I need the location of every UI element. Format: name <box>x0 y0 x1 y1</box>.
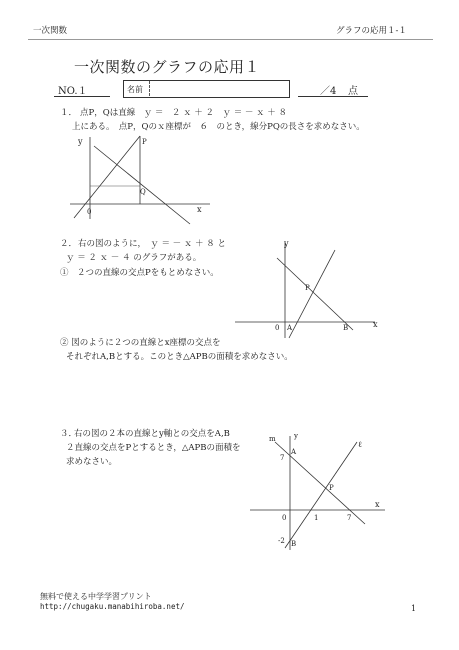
q2-p-label: P <box>305 284 310 292</box>
q3-a-label: A <box>291 448 297 456</box>
page-title: 一次関数のグラフの応用１ <box>74 58 261 76</box>
q2-sub2-line1: ② 図のように２つの直線とx座標の交点を <box>60 338 221 348</box>
q2-number: ２． <box>60 239 78 249</box>
problem-number-underline <box>54 96 110 97</box>
score-underline <box>298 96 368 97</box>
q1-text-line2: 上にある。 点P，Qのｘ座標が ６ のとき，線分PQの長さを求めなさい。 <box>72 122 365 132</box>
q2-sub1: ① ２つの直線の交点Pをもとめなさい。 <box>60 268 219 278</box>
q3-l-label: ℓ <box>358 440 362 449</box>
q3-text-line2: ２直線の交点をPとするとき，△APBの面積を <box>66 443 241 453</box>
q2-graph <box>235 238 385 343</box>
q3-line-l <box>285 442 357 548</box>
q3-seven-x-label: 7 <box>347 514 352 522</box>
q3-m-label: m <box>269 435 276 443</box>
q3-graph <box>245 428 395 553</box>
q2-b-label: B <box>343 324 349 332</box>
score-denominator: ／4 <box>320 86 337 97</box>
q2-y-label: y <box>284 239 289 248</box>
q1-text-line1: 点P，Qは直線 ｙ ＝ ２ ｘ ＋ ２ ｙ ＝ － ｘ ＋ ８ <box>80 108 288 118</box>
q3-origin-label: 0 <box>282 514 287 522</box>
q2-a-label: A <box>287 324 293 332</box>
q2-line-falling <box>277 258 353 330</box>
q3-seven-y-label: 7 <box>280 454 285 462</box>
footer-title: 無料で使える中学学習プリント <box>40 592 152 601</box>
q3-x-label: x <box>375 500 380 509</box>
q3-line-m <box>275 442 365 524</box>
page-number: 1 <box>411 604 417 613</box>
q2-text-line2: ｙ ＝ ２ ｘ － ４ のグラフがある。 <box>66 253 202 263</box>
q3-text-line1: 右の図の２本の直線とy軸との交点をA,B <box>74 429 230 439</box>
name-label: 名前 <box>127 85 143 94</box>
q3-p-label: P <box>329 484 334 492</box>
q1-graph <box>60 134 220 234</box>
q1-line-rising <box>74 136 140 218</box>
header-unit: グラフの応用１-１ <box>336 26 407 36</box>
q3-b-label: B <box>291 540 297 548</box>
q3-number: ３． <box>60 429 78 439</box>
q2-x-label: x <box>373 320 378 329</box>
q2-origin-label: 0 <box>275 324 280 332</box>
q2-text-line1: 右の図のように， ｙ ＝ － ｘ ＋ ８ と <box>78 239 226 249</box>
name-divider <box>149 81 150 96</box>
header-rule <box>28 39 433 40</box>
q1-p-label: P <box>142 138 147 146</box>
q1-number: １． <box>60 108 78 118</box>
q3-text-line3: 求めなさい。 <box>66 457 118 467</box>
q1-y-label: y <box>78 137 83 146</box>
q1-origin-label: 0 <box>87 208 92 216</box>
problem-number: NO.１ <box>58 86 88 97</box>
score-unit: 点 <box>348 86 358 97</box>
q1-x-label: x <box>197 205 202 214</box>
q3-one-x-label: 1 <box>314 514 319 522</box>
q2-sub2-line2: それぞれA,Bとする。このとき△APBの面積を求めなさい。 <box>66 352 293 362</box>
q1-q-label: Q <box>140 188 146 196</box>
q3-y-label: y <box>294 432 298 440</box>
q3-minus2-label: -2 <box>278 537 285 545</box>
q2-line-rising <box>289 250 335 338</box>
footer-url[interactable]: http://chugaku.manabihiroba.net/ <box>40 602 185 611</box>
header-subject: 一次関数 <box>33 26 68 36</box>
q1-line-falling <box>94 146 190 224</box>
